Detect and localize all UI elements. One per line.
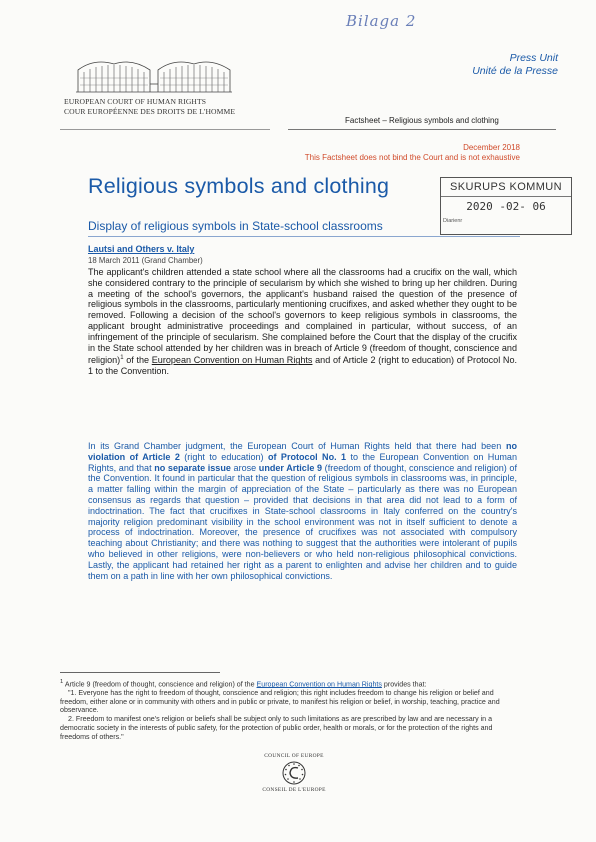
paragraph-facts-text-3: and of Article 2 (right to education) of Protocol No. 1 to the Convention. [88,355,517,377]
footnote-item-2: 2. Freedom to manifest one's religion or beliefs shall be subject only to such limitations as are prescribed by law and are necessary in a democratic society in the interests of public safety, for the protection of public order, health or morals, or for the protection of the rights and freedoms of others." [60,715,493,741]
case-date: 18 March 2011 (Grand Chamber) [88,256,203,265]
court-name-en: EUROPEAN COURT OF HUMAN RIGHTS [64,97,207,106]
footnote-number: 1 [60,679,64,685]
judgment-bold-1: no violation of Article 2 [88,441,517,462]
date-block [305,143,520,163]
press-unit-fr: Unité de la Presse [472,65,558,77]
judgment-bold-3: no separate issue [154,462,231,473]
footnote-intro: Article 9 (freedom of thought, conscience and religion) of the [63,680,257,689]
stamp-date: 2020 -02- 06 [466,200,546,213]
section-subtitle: Display of religious symbols in State-school classrooms [88,219,383,233]
registration-stamp [440,177,572,235]
court-name [64,97,235,116]
factsheet-label: Factsheet – Religious symbols and clothing [345,116,499,125]
coe-name-fr: CONSEIL DE L'EUROPE [262,787,326,793]
court-building-logo-icon [74,56,234,96]
council-of-europe-logo [247,753,341,793]
press-unit-en: Press Unit [509,52,558,64]
footnote-item-1: "1. Everyone has the right to freedom of thought, conscience and religion; this right includes freedom to change his religion or belief and freedom, either alone or in community with others and in public or private, to manifest his religion or belief, in worship, teaching, practice and observance. [60,689,500,715]
judgment-text-4: arose [230,462,259,473]
handwritten-annotation: Bilaga 2 [346,12,417,30]
judgment-bold-4: under Article 9 [258,462,323,473]
council-of-europe-emblem-icon [281,760,307,786]
paragraph-judgment [88,441,517,581]
coe-name-en: COUNCIL OF EUROPE [264,753,324,759]
subtitle-rule [88,236,520,237]
judgment-bold-2: of Protocol No. 1 [267,451,347,462]
convention-link[interactable]: European Convention on Human Rights [151,355,313,366]
stamp-organisation: SKURUPS KOMMUN [441,178,571,197]
header-rule-left [60,129,270,130]
footnote-intro-end: provides that: [381,680,427,689]
header-rule-right [288,129,556,130]
judgment-text-1: In its Grand Chamber judgment, the European Court of Human Rights held that there had been [88,441,506,451]
footnote-rule [60,672,220,673]
page-title: Religious symbols and clothing [88,174,390,198]
paragraph-facts [88,267,517,377]
factsheet-date: December 2018 [463,143,520,152]
judgment-text-2: (right to education) [179,451,268,462]
paragraph-facts-text-2: of the [123,355,152,366]
press-unit [472,52,558,78]
paragraph-facts-text: The applicant's children attended a state school where all the classrooms had a crucifix on the wall, which she considered contrary to the principle of secularism by which she wished to bring up her children. During a meeting of the school's governors, the applicant's husband raised the question of the presence of religious symbols in the classrooms, particularly mentioning crucifixes, and asked whether they ought to be removed. Following a decision of the school's governors to keep religious symbols in classrooms, the applicant brought administrative proceedings and complained in particular, without success, of an infringement of the principle of secularism. She complained before the Court that the display of the crucifix in the State school attended by her children was in breach of Article 9 (freedom of thought, conscience and religion) [88,267,517,366]
disclaimer: This Factsheet does not bind the Court and is not exhaustive [304,153,520,162]
stamp-label: Diarienr [443,218,463,224]
footnote-convention-link[interactable]: European Convention on Human Rights [256,680,382,689]
case-link[interactable]: Lautsi and Others v. Italy [88,244,195,254]
judgment-text-3: to the European Convention on Human Rights, and that [88,451,517,473]
judgment-text-5: (freedom of thought, conscience and religion) of the Convention. It found in particular that the question of religious symbols in classrooms was, in principle, a matter falling within the margin of appreciation of the State – particularly as there was no European consensus as regards that question – provided that decisions in that area did not lead to a form of indoctrination. The fact that crucifixes in State-school classrooms in Italy conferred on the country's majority religion predominant visibility in the school environment was not in itself sufficient to denote a process of indoctrination. Moreover, the presence of crucifixes was not associated with compulsory teaching about Christianity; and there was nothing to suggest that the authorities were intolerant of pupils who believed in other religions, were non-believers or who held non-religious philosophical convictions. Lastly, the applicant had retained her right as a parent to enlighten and advise her children and to guide them on a path in line with her own philosophical convictions. [88,462,517,581]
court-name-fr: COUR EUROPÉENNE DES DROITS DE L'HOMME [64,106,236,116]
footnote [60,678,522,741]
footnote-ref[interactable]: 1 [120,355,124,362]
